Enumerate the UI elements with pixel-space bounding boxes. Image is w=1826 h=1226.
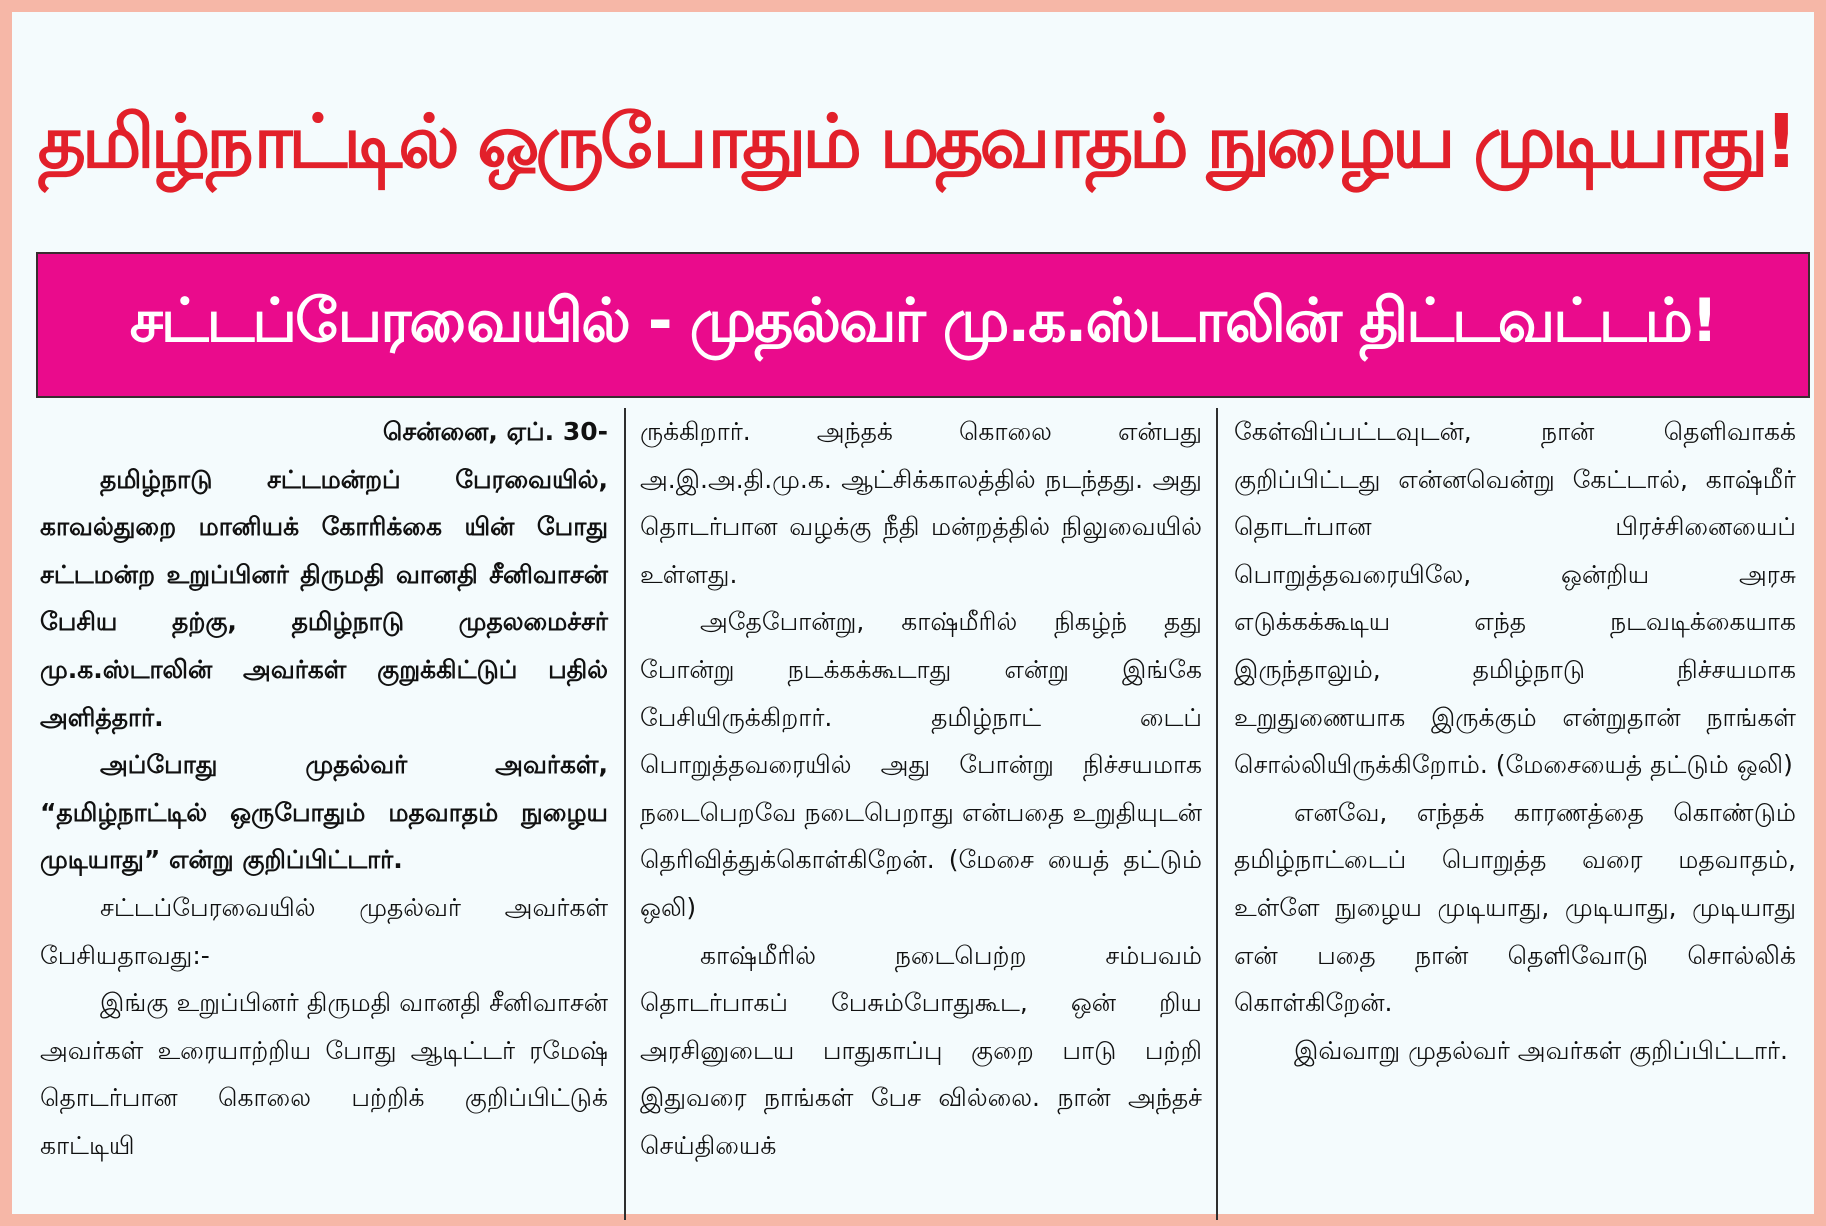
paragraph: எனவே, எந்தக் காரணத்தை கொண்டும் தமிழ்நாட்டைப் பொறுத்த வரை மதவாதம், உள்ளே நுழைய முடியாது, முடியாது, முடியாது என் பதை நான் தெளிவோடு சொல்லிக் கொள்கிறேன். [1234, 797, 1796, 1018]
paragraph: அப்போது முதல்வர் அவர்கள், “தமிழ்நாட்டில் ஒருபோதும் மதவாதம் நுழைய முடியாது” என்று குறிப்பிட்டார். [40, 750, 608, 875]
dateline: சென்னை, ஏப். 30- [382, 417, 608, 446]
paragraph: இங்கு உறுப்பினர் திருமதி வானதி சீனிவாசன் அவர்கள் உரையாற்றிய போது ஆடிட்டர் ரமேஷ் தொடர்பான கொலை பற்றிக் குறிப்பிட்டுக் காட்டியி [40, 988, 608, 1160]
article-column-2 [626, 408, 1216, 1220]
paragraph: அதேபோன்று, காஷ்மீரில் நிகழ்ந் தது போன்று நடக்கக்கூடாது என்று இங்கே பேசியிருக்கிறார். தமிழ்நாட் டைப் பொறுத்தவரையில் அது போன்று நிச்சயமாக நடைபெறவே நடைபெறாது என்பதை உறுதியுடன் தெரிவித்துக்கொள்கிறேன். (மேசை யைத் தட்டும் ஒலி) [640, 607, 1202, 922]
paragraph: காஷ்மீரில் நடைபெற்ற சம்பவம் தொடர்பாகப் பேசும்போதுகூட, ஒன் றிய அரசினுடைய பாதுகாப்பு குறை பாடு பற்றி இதுவரை நாங்கள் பேச வில்லை. நான் அந்தச் செய்தியைக் [640, 940, 1202, 1160]
paragraph: இவ்வாறு முதல்வர் அவர்கள் குறிப்பிட்டார். [1294, 1035, 1788, 1065]
paragraph: தமிழ்நாடு சட்டமன்றப் பேரவையில், காவல்துறை மானியக் கோரிக்கை யின் போது சட்டமன்ற உறுப்பினர் திருமதி வானதி சீனிவாசன் பேசிய தற்கு, தமிழ்நாடு முதலமைச்சர் மு.க.ஸ்டாலின் அவர்கள் குறுக்கிட்டுப் பதில் அளித்தார். [40, 464, 608, 732]
subheadline-text: சட்டப்பேரவையில் - முதல்வர் மு.க.ஸ்டாலின் திட்டவட்டம்! [129, 286, 1717, 356]
article-column-3 [1218, 408, 1810, 1220]
article-column-1 [36, 408, 624, 1220]
paragraph: கேள்விப்பட்டவுடன், நான் தெளிவாகக் குறிப்பிட்டது என்னவென்று கேட்டால், காஷ்மீர் தொடர்பான பிரச்சினையைப் பொறுத்தவரையிலே, ஒன்றிய அரசு எடுக்கக்கூடிய எந்த நடவடிக்கையாக இருந்தாலும், தமிழ்நாடு நிச்சயமாக உறுதுணையாக இருக்கும் என்றுதான் நாங்கள் சொல்லியிருக்கிறோம். (மேசையைத் தட்டும் ஒலி) [1234, 417, 1796, 780]
article-columns [36, 408, 1810, 1220]
headline-text: தமிழ்நாட்டில் ஒருபோதும் மதவாதம் நுழைய முடியாது! [37, 99, 1795, 185]
headline [26, 52, 1806, 232]
paragraph: சட்டப்பேரவையில் முதல்வர் அவர்கள் பேசியதாவது:- [40, 892, 608, 970]
paragraph: ருக்கிறார். அந்தக் கொலை என்பது அ.இ.அ.தி.மு.க. ஆட்சிக்காலத்தில் நடந்தது. அது தொடர்பான வழக்கு நீதி மன்றத்தில் நிலுவையில் உள்ளது. [640, 417, 1202, 589]
subheadline-banner [36, 252, 1810, 398]
